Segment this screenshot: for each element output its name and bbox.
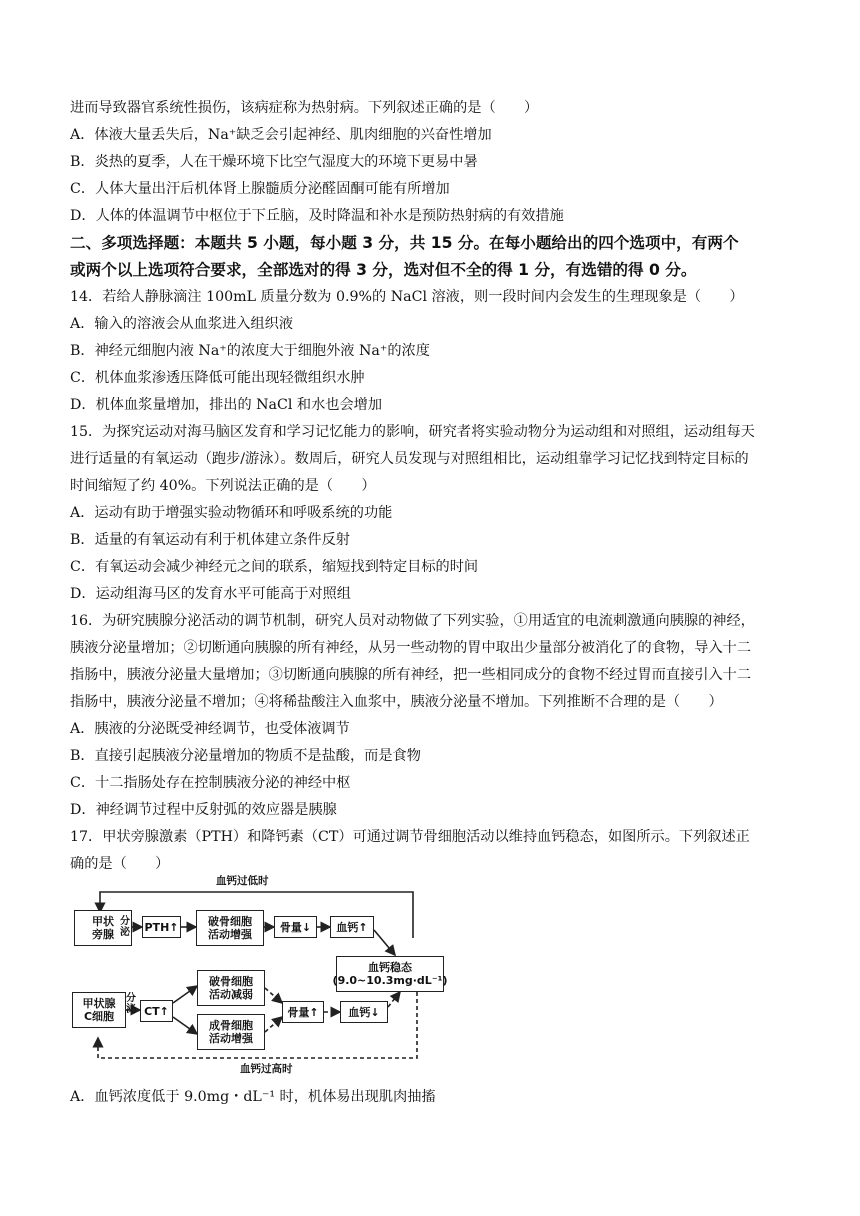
secrete-label-2: 分 泌 [126, 993, 136, 1015]
q13-option-c: C．人体大量出汗后机体肾上腺髓质分泌醛固酮可能有所增加 [70, 181, 450, 197]
ct-box: CT↑ [140, 1000, 173, 1022]
q16-option-d: D．神经调节过程中反射弧的效应器是胰腺 [70, 802, 337, 818]
bone-down-box: 骨量↓ [274, 916, 317, 938]
q14-option-a: A．输入的溶液会从血浆进入组织液 [70, 316, 294, 332]
section2-heading-line1: 二、多项选择题：本题共 5 小题，每小题 3 分，共 15 分。在每小题给出的四个选项中，有两个 [70, 234, 739, 252]
calcium-regulation-diagram [60, 870, 460, 1080]
osteoclast-down-box: 破骨细胞 活动减弱 [197, 970, 265, 1006]
secrete-label-1: 分 泌 [120, 916, 130, 938]
q14-option-c: C．机体血浆渗透压降低可能出现轻微组织水肿 [70, 370, 365, 386]
q14-option-b: B．神经元细胞内液 Na⁺的浓度大于细胞外液 Na⁺的浓度 [70, 343, 430, 359]
q16-stem-line3: 指肠中，胰液分泌量大量增加；③切断通向胰腺的所有神经，把一些相同成分的食物不经过胃而直接引入十二 [70, 667, 752, 683]
q16-option-c: C．十二指肠处存在控制胰液分泌的神经中枢 [70, 775, 351, 791]
q14-stem: 14．若给人静脉滴注 100mL 质量分数为 0.9%的 NaCl 溶液，则一段时间内会发生的生理现象是（ ） [70, 289, 744, 305]
low-calcium-label: 血钙过低时 [216, 875, 269, 887]
q13-stem-end: 进而导致器官系统性损伤，该病症称为热射病。下列叙述正确的是（ ） [70, 100, 539, 116]
calcium-homeostasis-box: 血钙稳态 (9.0~10.3mg·dL⁻¹) [336, 956, 444, 992]
q16-stem-line2: 胰液分泌量增加；②切断通向胰腺的所有神经，从另一些动物的胃中取出少量部分被消化了的食物，导入十二 [70, 640, 752, 656]
q15-option-a: A．运动有助于增强实验动物循环和呼吸系统的功能 [70, 505, 393, 521]
q16-option-a: A．胰液的分泌既受神经调节，也受体液调节 [70, 721, 350, 737]
q17-option-a: A．血钙浓度低于 9.0mg・dL⁻¹ 时，机体易出现肌肉抽搐 [70, 1089, 436, 1105]
q15-option-b: B．适量的有氧运动有利于机体建立条件反射 [70, 532, 350, 548]
high-calcium-label: 血钙过高时 [240, 1063, 293, 1075]
bone-up-box: 骨量↑ [282, 1001, 324, 1023]
q17-stem-line1: 17．甲状旁腺激素（PTH）和降钙素（CT）可通过调节骨细胞活动以维持血钙稳态，如图所示。下列叙述正 [70, 829, 750, 845]
q17-stem-line2: 确的是（ ） [70, 856, 170, 872]
q16-stem-line1: 16．为研究胰腺分泌活动的调节机制，研究人员对动物做了下列实验，①用适宜的电流刺激通向胰腺的神经， [70, 613, 755, 629]
q15-option-d: D．运动组海马区的发育水平可能高于对照组 [70, 586, 351, 602]
q13-option-b: B．炎热的夏季，人在干燥环境下比空气湿度大的环境下更易中暑 [70, 154, 478, 170]
q16-option-b: B．直接引起胰液分泌量增加的物质不是盐酸，而是食物 [70, 748, 421, 764]
q15-stem-line3: 时间缩短了约 40%。下列说法正确的是（ ） [70, 478, 376, 494]
q15-stem-line1: 15．为探究运动对海马脑区发育和学习记忆能力的影响，研究者将实验动物分为运动组和对照组，运动组每天 [70, 424, 755, 440]
q15-stem-line2: 进行适量的有氧运动（跑步/游泳）。数周后，研究人员发现与对照组相比，运动组靠学习记忆找到特定目标的 [70, 451, 749, 467]
osteoblast-up-box: 成骨细胞 活动增强 [197, 1014, 265, 1050]
q13-option-d: D．人体的体温调节中枢位于下丘脑，及时降温和补水是预防热射病的有效措施 [70, 208, 564, 224]
thyroid-c-cell-box: 甲状腺 C细胞 [72, 992, 126, 1028]
section2-heading-line2: 或两个以上选项符合要求，全部选对的得 3 分，选对但不全的得 1 分，有选错的得 0 分。 [70, 261, 697, 279]
osteoclast-up-box: 破骨细胞 活动增强 [196, 910, 264, 946]
q15-option-c: C．有氧运动会减少神经元之间的联系，缩短找到特定目标的时间 [70, 559, 479, 575]
pth-box: PTH↑ [142, 916, 181, 938]
q13-option-a: A．体液大量丢失后，Na⁺缺乏会引起神经、肌肉细胞的兴奋性增加 [70, 127, 492, 143]
calcium-down-box: 血钙↓ [340, 1001, 388, 1023]
q16-stem-line4: 指肠中，胰液分泌量不增加；④将稀盐酸注入血浆中，胰液分泌量不增加。下列推断不合理的是（ ） [70, 694, 723, 710]
q14-option-d: D．机体血浆量增加，排出的 NaCl 和水也会增加 [70, 397, 383, 413]
parathyroid-box: 甲状 旁腺 [74, 910, 132, 946]
calcium-up-box: 血钙↑ [330, 916, 374, 938]
